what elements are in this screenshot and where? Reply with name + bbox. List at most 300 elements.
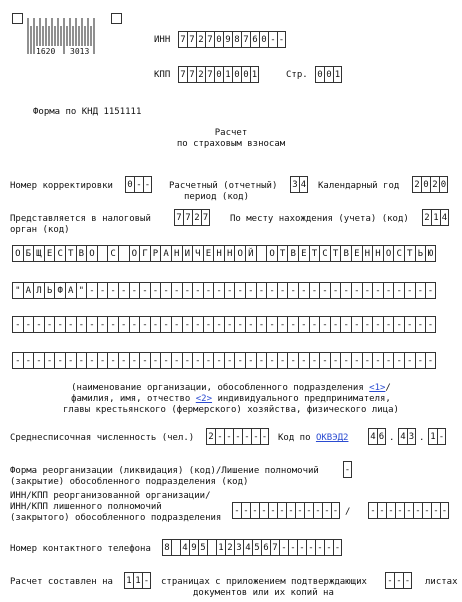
char-cell: 0 xyxy=(214,31,223,48)
char-cell: - xyxy=(245,282,256,299)
char-cell: - xyxy=(425,282,436,299)
char-cell: Р xyxy=(150,245,161,262)
org-caption-text: (наименование организации, обособленного подразделения xyxy=(71,383,370,393)
org-name-row-4[interactable] xyxy=(12,352,436,369)
char-cell: - xyxy=(160,352,171,369)
char-cell: - xyxy=(386,502,395,519)
char-cell: - xyxy=(203,282,214,299)
char-cell: 0 xyxy=(125,176,134,193)
char-cell: 6 xyxy=(377,428,386,445)
headcount-cells[interactable] xyxy=(206,428,269,445)
char-cell: - xyxy=(266,316,277,333)
char-cell: - xyxy=(54,316,65,333)
char-cell: - xyxy=(403,572,412,589)
period-cells[interactable] xyxy=(290,176,308,193)
char-cell: 0 xyxy=(439,176,448,193)
char-cell: - xyxy=(160,282,171,299)
char-cell: 1 xyxy=(428,428,437,445)
pages-label-pre: Расчет составлен на xyxy=(10,577,113,587)
char-cell: 7 xyxy=(183,209,192,226)
char-cell: Т xyxy=(65,245,76,262)
okved-link[interactable]: ОКВЭД2 xyxy=(315,433,349,443)
char-cell: - xyxy=(331,502,340,519)
char-cell xyxy=(207,539,216,556)
char-cell: - xyxy=(393,352,404,369)
char-cell: 4 xyxy=(440,209,449,226)
char-cell: А xyxy=(160,245,171,262)
char-cell: 0 xyxy=(421,176,430,193)
char-cell: - xyxy=(340,282,351,299)
char-cell: - xyxy=(277,31,286,48)
char-cell: 2 xyxy=(412,176,421,193)
char-cell: - xyxy=(437,428,446,445)
org-name-row-3[interactable] xyxy=(12,316,436,333)
char-cell: 7 xyxy=(174,209,183,226)
char-cell: 4 xyxy=(368,428,377,445)
corner-marker-top-right xyxy=(111,13,122,24)
char-cell: Н xyxy=(171,245,182,262)
char-cell: - xyxy=(129,352,140,369)
char-cell: 7 xyxy=(201,209,210,226)
char-cell: - xyxy=(250,502,259,519)
org-caption-text: индивидуального предпринимателя, xyxy=(212,394,391,404)
char-cell: - xyxy=(203,316,214,333)
char-cell: - xyxy=(330,352,341,369)
char-cell: - xyxy=(287,282,298,299)
char-cell: С xyxy=(319,245,330,262)
char-cell: - xyxy=(287,352,298,369)
char-cell: - xyxy=(277,352,288,369)
okved-cells-3[interactable] xyxy=(428,428,446,445)
char-cell: Н xyxy=(213,245,224,262)
char-cell: В xyxy=(76,245,87,262)
char-cell: Н xyxy=(224,245,235,262)
char-cell: Б xyxy=(23,245,34,262)
char-cell: 2 xyxy=(206,428,215,445)
char-cell: - xyxy=(393,282,404,299)
char-cell xyxy=(256,245,267,262)
org-name-row-2[interactable] xyxy=(12,282,436,299)
barcode-code-left: 1620 xyxy=(36,47,56,56)
title-line-1: Расчет xyxy=(214,128,248,138)
char-cell: - xyxy=(118,282,129,299)
correction-cells[interactable] xyxy=(125,176,152,193)
char-cell: А xyxy=(65,282,76,299)
okved-cells-1[interactable] xyxy=(368,428,386,445)
char-cell: О xyxy=(12,245,23,262)
char-cell: 0 xyxy=(259,31,268,48)
char-cell: - xyxy=(413,502,422,519)
char-cell: - xyxy=(251,428,260,445)
char-cell xyxy=(118,245,129,262)
char-cell: 4 xyxy=(243,539,252,556)
phone-label: Номер контактного телефона xyxy=(10,544,151,554)
char-cell: - xyxy=(160,316,171,333)
char-cell: 0 xyxy=(315,66,324,83)
char-cell: - xyxy=(431,502,440,519)
pages-label-post: листах xyxy=(425,577,458,587)
tax-organ-label-2: орган (код) xyxy=(10,225,70,235)
char-cell: - xyxy=(440,502,449,519)
char-cell: В xyxy=(340,245,351,262)
char-cell: Ф xyxy=(54,282,65,299)
char-cell: - xyxy=(23,352,34,369)
pages-cells[interactable] xyxy=(124,572,151,589)
char-cell: 9 xyxy=(189,539,198,556)
char-cell: - xyxy=(425,316,436,333)
char-cell: - xyxy=(150,316,161,333)
char-cell: - xyxy=(233,428,242,445)
char-cell: 7 xyxy=(187,66,196,83)
char-cell: Т xyxy=(309,245,320,262)
char-cell: - xyxy=(322,502,331,519)
char-cell: 1 xyxy=(124,572,133,589)
char-cell: Ч xyxy=(192,245,203,262)
char-cell: С xyxy=(393,245,404,262)
char-cell: - xyxy=(118,352,129,369)
char-cell: Т xyxy=(277,245,288,262)
corner-marker-top-left xyxy=(12,13,23,24)
reorg-separator: / xyxy=(345,507,351,517)
char-cell: 6 xyxy=(261,539,270,556)
char-cell: - xyxy=(297,539,306,556)
tax-organ-cells[interactable] xyxy=(174,209,210,226)
char-cell: - xyxy=(224,428,233,445)
char-cell: - xyxy=(372,316,383,333)
char-cell: 8 xyxy=(232,31,241,48)
char-cell: 1 xyxy=(216,539,225,556)
char-cell: С xyxy=(107,245,118,262)
char-cell: 0 xyxy=(214,66,223,83)
char-cell: 0 xyxy=(324,66,333,83)
char-cell: - xyxy=(404,282,415,299)
char-cell: - xyxy=(171,352,182,369)
form-code: Форма по КНД 1151111 xyxy=(33,107,142,117)
okved-cells-2[interactable] xyxy=(398,428,416,445)
org-caption-text: фамилия, имя, отчество xyxy=(71,394,196,404)
char-cell: - xyxy=(377,502,386,519)
inn-label: ИНН xyxy=(154,35,171,45)
char-cell: - xyxy=(319,282,330,299)
char-cell: - xyxy=(86,316,97,333)
char-cell: - xyxy=(425,352,436,369)
pages-label-mid-2: документов или их копий на xyxy=(193,588,334,598)
char-cell: Т xyxy=(404,245,415,262)
char-cell: - xyxy=(242,428,251,445)
char-cell: - xyxy=(65,352,76,369)
char-cell: - xyxy=(107,282,118,299)
char-cell: - xyxy=(182,316,193,333)
reorg-inn-kpp-label-2: ИНН/КПП лишенного полномочий xyxy=(10,502,162,512)
char-cell: Ь xyxy=(415,245,426,262)
char-cell: - xyxy=(383,282,394,299)
char-cell: 7 xyxy=(178,31,187,48)
char-cell: - xyxy=(215,428,224,445)
char-cell: - xyxy=(192,352,203,369)
char-cell: 2 xyxy=(196,31,205,48)
char-cell: - xyxy=(44,316,55,333)
char-cell: - xyxy=(266,352,277,369)
char-cell: Г xyxy=(139,245,150,262)
char-cell: - xyxy=(333,539,342,556)
char-cell: 7 xyxy=(205,31,214,48)
char-cell: - xyxy=(143,176,152,193)
char-cell: - xyxy=(288,539,297,556)
char-cell: - xyxy=(118,316,129,333)
char-cell: - xyxy=(277,282,288,299)
char-cell: - xyxy=(309,352,320,369)
footnote-2-link[interactable]: <2> xyxy=(195,394,213,404)
char-cell: - xyxy=(107,352,118,369)
kpp-cells[interactable] xyxy=(178,66,259,83)
char-cell: 7 xyxy=(178,66,187,83)
char-cell: 0 xyxy=(232,66,241,83)
char-cell: И xyxy=(182,245,193,262)
okved-label xyxy=(278,433,348,444)
org-caption-line-2 xyxy=(0,394,462,405)
reorg-inn-cells[interactable] xyxy=(232,502,340,519)
char-cell: - xyxy=(224,352,235,369)
char-cell: 4 xyxy=(299,176,308,193)
char-cell: - xyxy=(279,539,288,556)
char-cell: - xyxy=(415,316,426,333)
char-cell: 2 xyxy=(192,209,201,226)
char-cell: Е xyxy=(203,245,214,262)
kpp-label: КПП xyxy=(154,70,171,80)
period-label-1: Расчетный (отчетный) xyxy=(169,181,278,191)
char-cell: - xyxy=(256,352,267,369)
char-cell: - xyxy=(319,316,330,333)
char-cell: - xyxy=(298,282,309,299)
attach-cells[interactable] xyxy=(385,572,412,589)
char-cell: - xyxy=(234,282,245,299)
org-name-row-1[interactable] xyxy=(12,245,436,262)
char-cell: 2 xyxy=(422,209,431,226)
char-cell: - xyxy=(213,316,224,333)
char-cell: 2 xyxy=(196,66,205,83)
char-cell: - xyxy=(139,316,150,333)
char-cell: - xyxy=(134,176,143,193)
char-cell: - xyxy=(330,316,341,333)
char-cell: О xyxy=(383,245,394,262)
reorg-label-2: (закрытие) обособленного подразделения (код) xyxy=(10,477,249,487)
char-cell: - xyxy=(277,502,286,519)
char-cell: - xyxy=(368,502,377,519)
char-cell: - xyxy=(33,352,44,369)
char-cell: - xyxy=(385,572,394,589)
char-cell: - xyxy=(97,316,108,333)
char-cell: О xyxy=(129,245,140,262)
char-cell: - xyxy=(224,282,235,299)
char-cell: - xyxy=(241,502,250,519)
char-cell: - xyxy=(234,316,245,333)
char-cell: 6 xyxy=(250,31,259,48)
char-cell: - xyxy=(65,316,76,333)
char-cell: О xyxy=(266,245,277,262)
char-cell: - xyxy=(182,352,193,369)
org-caption-line-3: главы крестьянского (фермерского) хозяйства, физического лица) xyxy=(63,405,399,415)
char-cell: - xyxy=(86,352,97,369)
char-cell: - xyxy=(97,352,108,369)
char-cell: - xyxy=(266,282,277,299)
char-cell: - xyxy=(12,316,23,333)
char-cell: - xyxy=(268,502,277,519)
char-cell: - xyxy=(213,352,224,369)
inn-cells[interactable] xyxy=(178,31,286,48)
char-cell: 2 xyxy=(225,539,234,556)
footnote-1-link[interactable]: <1> xyxy=(369,383,386,393)
char-cell: 7 xyxy=(205,66,214,83)
char-cell: - xyxy=(192,316,203,333)
char-cell: 3 xyxy=(234,539,243,556)
char-cell: - xyxy=(298,352,309,369)
reorg-label-1: Форма реорганизации (ликвидация) (код)/Лишение полномочий xyxy=(10,466,319,476)
char-cell: Е xyxy=(44,245,55,262)
tax-organ-label-1: Представляется в налоговый xyxy=(10,214,151,224)
char-cell: - xyxy=(142,572,151,589)
char-cell: - xyxy=(343,461,352,478)
char-cell: - xyxy=(404,352,415,369)
char-cell: - xyxy=(298,316,309,333)
char-cell: - xyxy=(54,352,65,369)
char-cell: - xyxy=(232,502,241,519)
char-cell: - xyxy=(260,428,269,445)
char-cell: 7 xyxy=(270,539,279,556)
char-cell: Т xyxy=(330,245,341,262)
char-cell: - xyxy=(256,316,267,333)
reorg-inn-kpp-label-3: (закрытого) обособленного подразделения xyxy=(10,513,222,523)
char-cell: Й xyxy=(245,245,256,262)
char-cell: - xyxy=(330,282,341,299)
char-cell: - xyxy=(372,282,383,299)
char-cell: - xyxy=(139,282,150,299)
char-cell: " xyxy=(12,282,23,299)
char-cell: - xyxy=(277,316,288,333)
char-cell: 4 xyxy=(180,539,189,556)
char-cell xyxy=(97,245,108,262)
char-cell: Ю xyxy=(425,245,436,262)
char-cell: - xyxy=(107,316,118,333)
char-cell: - xyxy=(309,316,320,333)
barcode-code-right: 3013 xyxy=(70,47,90,56)
title-line-2: по страховым взносам xyxy=(176,139,286,149)
char-cell: - xyxy=(286,502,295,519)
headcount-label: Среднесписочная численность (чел.) xyxy=(10,433,195,443)
char-cell: - xyxy=(383,316,394,333)
char-cell: - xyxy=(33,316,44,333)
char-cell: 1 xyxy=(431,209,440,226)
char-cell: 3 xyxy=(290,176,299,193)
char-cell: - xyxy=(324,539,333,556)
reorg-code-cells[interactable] xyxy=(343,461,352,478)
char-cell: - xyxy=(393,316,404,333)
org-caption-text: / xyxy=(385,383,391,393)
okved-label-text: Код по xyxy=(278,433,316,443)
char-cell: А xyxy=(23,282,34,299)
phone-cells[interactable] xyxy=(162,539,342,556)
char-cell: - xyxy=(415,352,426,369)
char-cell: Щ xyxy=(33,245,44,262)
char-cell: 1 xyxy=(133,572,142,589)
char-cell: - xyxy=(383,352,394,369)
char-cell: - xyxy=(259,502,268,519)
char-cell: - xyxy=(415,282,426,299)
char-cell: - xyxy=(351,282,362,299)
char-cell: 1 xyxy=(223,66,232,83)
char-cell: - xyxy=(12,352,23,369)
char-cell: - xyxy=(86,282,97,299)
char-cell: - xyxy=(192,282,203,299)
char-cell: - xyxy=(234,352,245,369)
char-cell: 5 xyxy=(252,539,261,556)
char-cell: - xyxy=(245,316,256,333)
char-cell: - xyxy=(245,352,256,369)
reorg-kpp-cells[interactable] xyxy=(368,502,449,519)
char-cell: - xyxy=(171,282,182,299)
char-cell: 2 xyxy=(430,176,439,193)
year-cells[interactable] xyxy=(412,176,448,193)
char-cell: - xyxy=(404,316,415,333)
char-cell: - xyxy=(213,282,224,299)
location-cells[interactable] xyxy=(422,209,449,226)
char-cell: - xyxy=(76,316,87,333)
char-cell: 8 xyxy=(162,539,171,556)
char-cell: - xyxy=(351,352,362,369)
char-cell: 1 xyxy=(250,66,259,83)
char-cell: - xyxy=(404,502,413,519)
page-cells[interactable] xyxy=(315,66,342,83)
char-cell: Ь xyxy=(44,282,55,299)
org-caption-line-1 xyxy=(0,383,462,394)
char-cell: - xyxy=(23,316,34,333)
char-cell: - xyxy=(287,316,298,333)
char-cell: - xyxy=(203,352,214,369)
year-label: Календарный год xyxy=(318,181,400,191)
char-cell: - xyxy=(394,572,403,589)
char-cell: - xyxy=(340,352,351,369)
reorg-inn-kpp-label-1: ИНН/КПП реорганизованной организации/ xyxy=(10,491,211,501)
char-cell: " xyxy=(76,282,87,299)
char-cell: - xyxy=(362,316,373,333)
page-label: Стр. xyxy=(286,70,308,80)
char-cell: - xyxy=(76,352,87,369)
char-cell: - xyxy=(422,502,431,519)
pages-label-mid-1: страницах с приложением подтверждающих xyxy=(161,577,367,587)
char-cell: - xyxy=(306,539,315,556)
okved-dot-1: . xyxy=(389,433,395,443)
char-cell: - xyxy=(268,31,277,48)
char-cell: 3 xyxy=(407,428,416,445)
char-cell: - xyxy=(224,316,235,333)
char-cell: - xyxy=(319,352,330,369)
char-cell: В xyxy=(287,245,298,262)
char-cell: С xyxy=(54,245,65,262)
char-cell: - xyxy=(315,539,324,556)
char-cell: - xyxy=(309,282,320,299)
char-cell: Н xyxy=(372,245,383,262)
char-cell: О xyxy=(86,245,97,262)
char-cell: - xyxy=(351,316,362,333)
okved-dot-2: . xyxy=(419,433,425,443)
char-cell: - xyxy=(295,502,304,519)
char-cell: - xyxy=(256,282,267,299)
period-label-2: период (код) xyxy=(184,192,250,202)
char-cell: - xyxy=(150,352,161,369)
char-cell: 9 xyxy=(223,31,232,48)
char-cell: - xyxy=(129,316,140,333)
char-cell: - xyxy=(304,502,313,519)
char-cell: 0 xyxy=(241,66,250,83)
